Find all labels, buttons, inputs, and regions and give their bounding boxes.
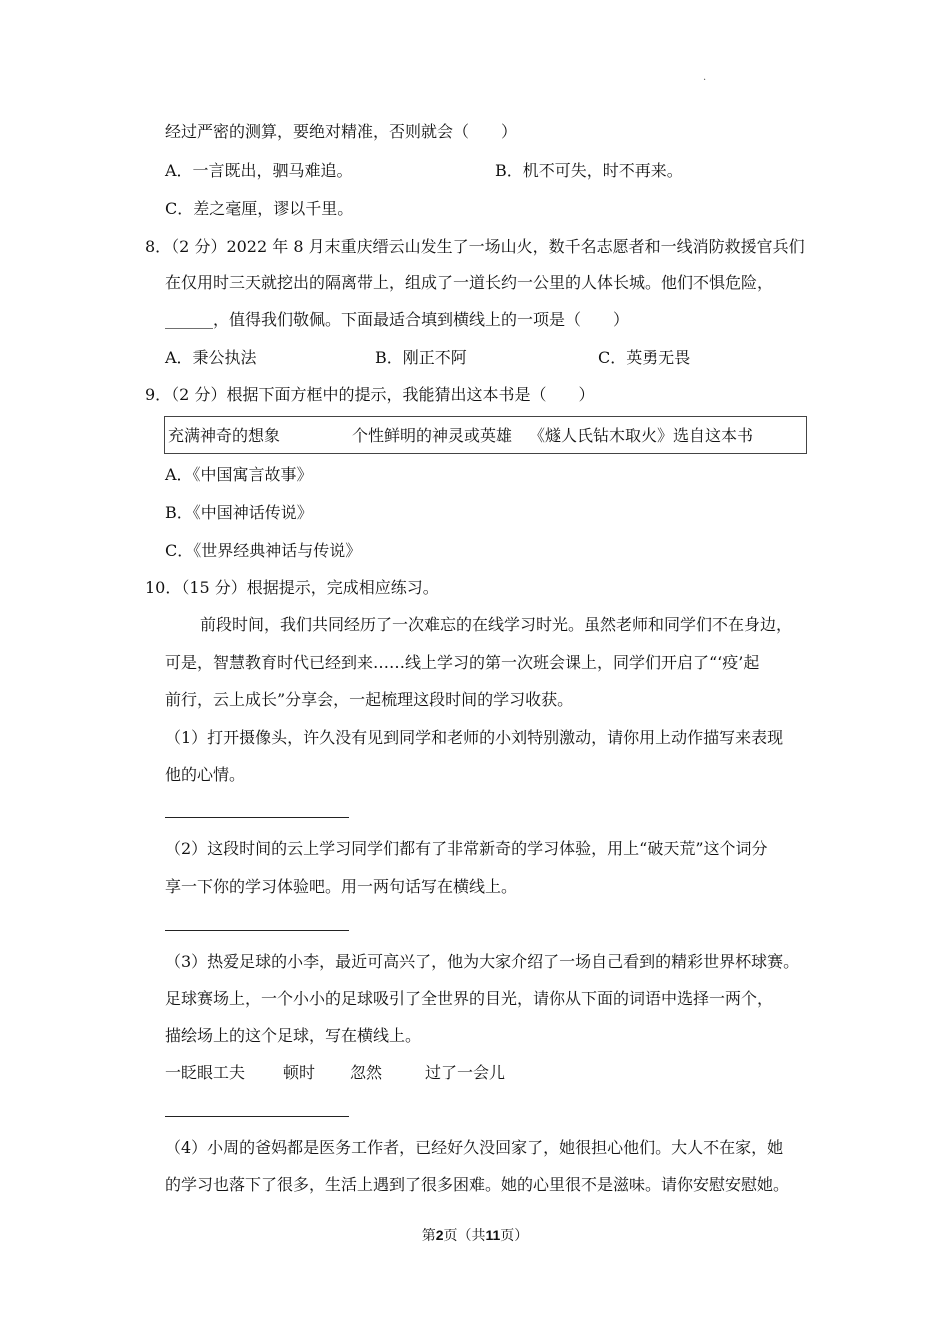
q9-hint-3: 《燧人氏钻木取火》选自这本书 (529, 426, 754, 445)
q9-hint-box (164, 416, 807, 454)
word-choice-3: 忽然 (350, 1063, 383, 1082)
header-dot: . (703, 72, 707, 83)
footer-page-number: 2 (435, 1227, 444, 1243)
q8-option-b: B．刚正不阿 (375, 348, 467, 367)
q8-stem-line-1: 8．（2 分）2022 年 8 月末重庆缙云山发生了一场山火，数千名志愿者和一线消防救援官兵们 (145, 237, 805, 256)
footer-prefix: 第 (421, 1228, 436, 1244)
q10-sub3-line-3: 描绘场上的这个足球，写在横线上。 (165, 1026, 422, 1045)
q7-option-a: A．一言既出，驷马难追。 (165, 161, 353, 180)
q10-sub4-line-1: （4）小周的爸妈都是医务工作者，已经好久没回家了，她很担心他们。大人不在家，她 (165, 1138, 784, 1157)
q10-stem: 10．（15 分）根据提示，完成相应练习。 (145, 578, 439, 597)
q9-option-a: A．《中国寓言故事》 (165, 465, 313, 484)
q10-intro-line-2: 可是，智慧教育时代已经到来……线上学习的第一次班会课上，同学们开启了“‘疫’起 (165, 653, 760, 672)
q7-stem-tail: 经过严密的测算，要绝对精准，否则就会（ ） (165, 122, 518, 141)
footer-middle: 页（共 (443, 1228, 486, 1244)
q10-sub2-line-1: （2）这段时间的云上学习同学们都有了非常新奇的学习体验，用上“破天荒”这个词分 (165, 839, 768, 858)
q9-stem: 9．（2 分）根据下面方框中的提示，我能猜出这本书是（ ） (145, 385, 595, 404)
q7-option-b: B．机不可失，时不再来。 (495, 161, 683, 180)
q10-sub3-answer-line[interactable] (165, 1116, 349, 1117)
q10-sub2-line-2: 享一下你的学习体验吧。用一两句话写在横线上。 (165, 877, 518, 896)
q8-stem-line-3: ______，值得我们敬佩。下面最适合填到横线上的一项是（ ） (165, 310, 630, 329)
q8-option-c: C．英勇无畏 (598, 348, 691, 367)
q10-sub3-line-1: （3）热爱足球的小李，最近可高兴了，他为大家介绍了一场自己看到的精彩世界杯球赛。 (165, 952, 800, 971)
q10-sub1-answer-line[interactable] (165, 817, 349, 818)
q10-sub2-answer-line[interactable] (165, 930, 349, 931)
q7-option-c: C．差之毫厘，谬以千里。 (165, 199, 354, 218)
q9-hint-1: 充满神奇的想象 (168, 426, 281, 445)
q10-sub1-line-1: （1）打开摄像头，许久没有见到同学和老师的小刘特别激动，请你用上动作描写来表现 (165, 728, 784, 747)
word-choice-4: 过了一会儿 (425, 1063, 506, 1082)
q8-option-a: A．秉公执法 (165, 348, 257, 367)
q10-intro-line-3: 前行，云上成长”分享会，一起梳理这段时间的学习收获。 (165, 690, 574, 709)
q10-sub3-line-2: 足球赛场上，一个小小的足球吸引了全世界的目光，请你从下面的词语中选择一两个， (165, 989, 774, 1008)
footer-total-pages: 11 (485, 1227, 501, 1243)
q10-sub1-line-2: 他的心情。 (165, 765, 246, 784)
q8-stem-line-2: 在仅用时三天就挖出的隔离带上，组成了一道长约一公里的人体长城。他们不惧危险， (165, 273, 774, 292)
word-choice-1: 一眨眼工夫 (165, 1063, 246, 1082)
page-footer (0, 1225, 950, 1246)
q9-hint-2: 个性鲜明的神灵或英雄 (352, 426, 513, 445)
q9-option-b: B．《中国神话传说》 (165, 503, 313, 522)
word-choice-2: 顿时 (283, 1063, 316, 1082)
q9-option-c: C．《世界经典神话与传说》 (165, 541, 362, 560)
footer-suffix: 页） (500, 1228, 529, 1244)
q10-sub4-line-2: 的学习也落下了很多，生活上遇到了很多困难。她的心里很不是滋味。请你安慰安慰她。 (165, 1175, 790, 1194)
q10-intro-line-1: 前段时间，我们共同经历了一次难忘的在线学习时光。虽然老师和同学们不在身边， (200, 615, 793, 634)
